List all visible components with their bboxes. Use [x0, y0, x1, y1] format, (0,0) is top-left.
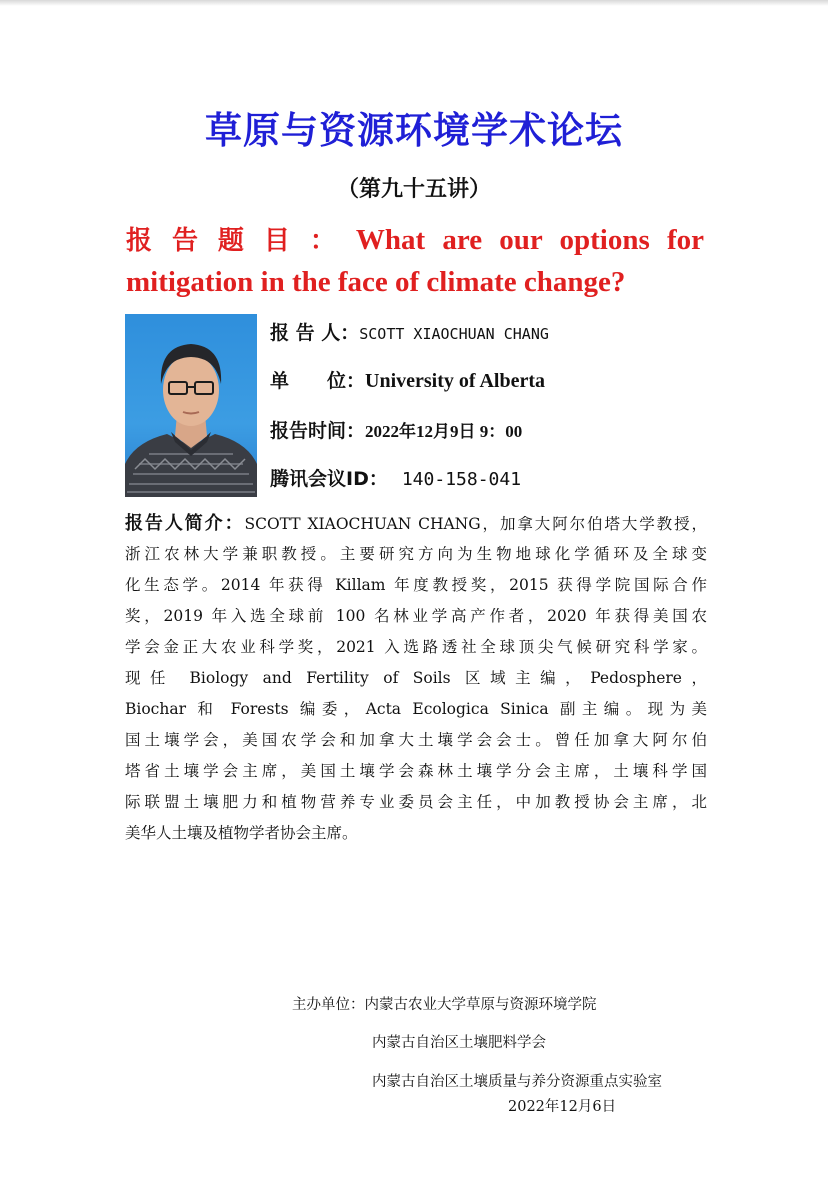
- report-time-row: [270, 416, 522, 443]
- meeting-id-label: 腾讯会议ID：: [270, 468, 388, 490]
- organizer-1: 内蒙古农业大学草原与资源环境学院: [364, 997, 597, 1013]
- bio-line: 塔省土壤学会主席，美国土壤学会森林土壤学分会主席，土壤科学国: [125, 762, 707, 780]
- bio-line: 现任 Biology and Fertility of Soils 区域主编，Pedosphere，: [125, 669, 707, 687]
- meeting-id-row: [270, 464, 521, 491]
- report-time-label: 报告时间：: [270, 420, 366, 442]
- speaker-portrait-icon: [125, 314, 257, 497]
- speaker-photo: [125, 314, 257, 497]
- page-top-edge: [0, 0, 828, 6]
- bio-line: 浙江农林大学兼职教授。主要研究方向为生物地球化学循环及全球变: [125, 545, 707, 563]
- speaker-unit-label: 单 位：: [270, 370, 366, 392]
- bio-line: 奖，2019 年入选全球前 100 名林业学高产作者，2020 年获得美国农: [125, 607, 707, 625]
- speaker-unit-row: [270, 366, 545, 393]
- topic-line-1: [126, 222, 704, 259]
- organizer-3: 内蒙古自治区土壤质量与养分资源重点实验室: [372, 1074, 662, 1090]
- bio-line: 国土壤学会，美国农学会和加拿大土壤学会会士。曾任加拿大阿尔伯: [125, 731, 707, 749]
- organizer-2: 内蒙古自治区土壤肥料学会: [372, 1035, 546, 1051]
- issue-date: 2022年12月6日: [508, 1099, 617, 1115]
- bio-line-text: SCOTT XIAOCHUAN CHANG，加拿大阿尔伯塔大学教授，: [244, 515, 708, 533]
- report-time: 2022年12月9日 9：00: [365, 422, 523, 441]
- bio-line: 化生态学。2014 年获得 Killam 年度教授奖，2015 获得学院国际合作: [125, 576, 707, 594]
- speaker-name-row: [270, 318, 549, 345]
- speaker-name-label: 报 告 人：: [270, 322, 360, 344]
- bio-label: 报告人简介：: [125, 513, 245, 534]
- bio-line: 美华人土壤及植物学者协会主席。: [125, 824, 358, 842]
- speaker-bio: [125, 508, 707, 849]
- speaker-unit: University of Alberta: [365, 370, 545, 392]
- topic-label: 报告题目：: [126, 226, 356, 256]
- topic-text-1: What are our options for: [355, 224, 704, 256]
- bio-line: 学会金正大农业科学奖，2021 入选路透社全球顶尖气候研究科学家。: [125, 638, 707, 656]
- forum-title: 草原与资源环境学术论坛: [205, 109, 623, 152]
- bio-line: Biochar 和 Forests 编委，Acta Ecologica Sinica 副主编。现为美: [125, 700, 707, 718]
- topic-line-2: mitigation in the face of climate change?: [126, 266, 626, 298]
- lecture-number: （第九十五讲）: [336, 177, 491, 202]
- bio-line: [125, 508, 707, 539]
- meeting-id: 140-158-041: [401, 469, 522, 490]
- organizer-label: 主办单位：: [292, 997, 365, 1013]
- bio-line: 际联盟土壤肥力和植物营养专业委员会主任，中加教授协会主席，北: [125, 793, 707, 811]
- organizer-row-1: [292, 993, 597, 1014]
- speaker-name: SCOTT XIAOCHUAN CHANG: [359, 325, 549, 343]
